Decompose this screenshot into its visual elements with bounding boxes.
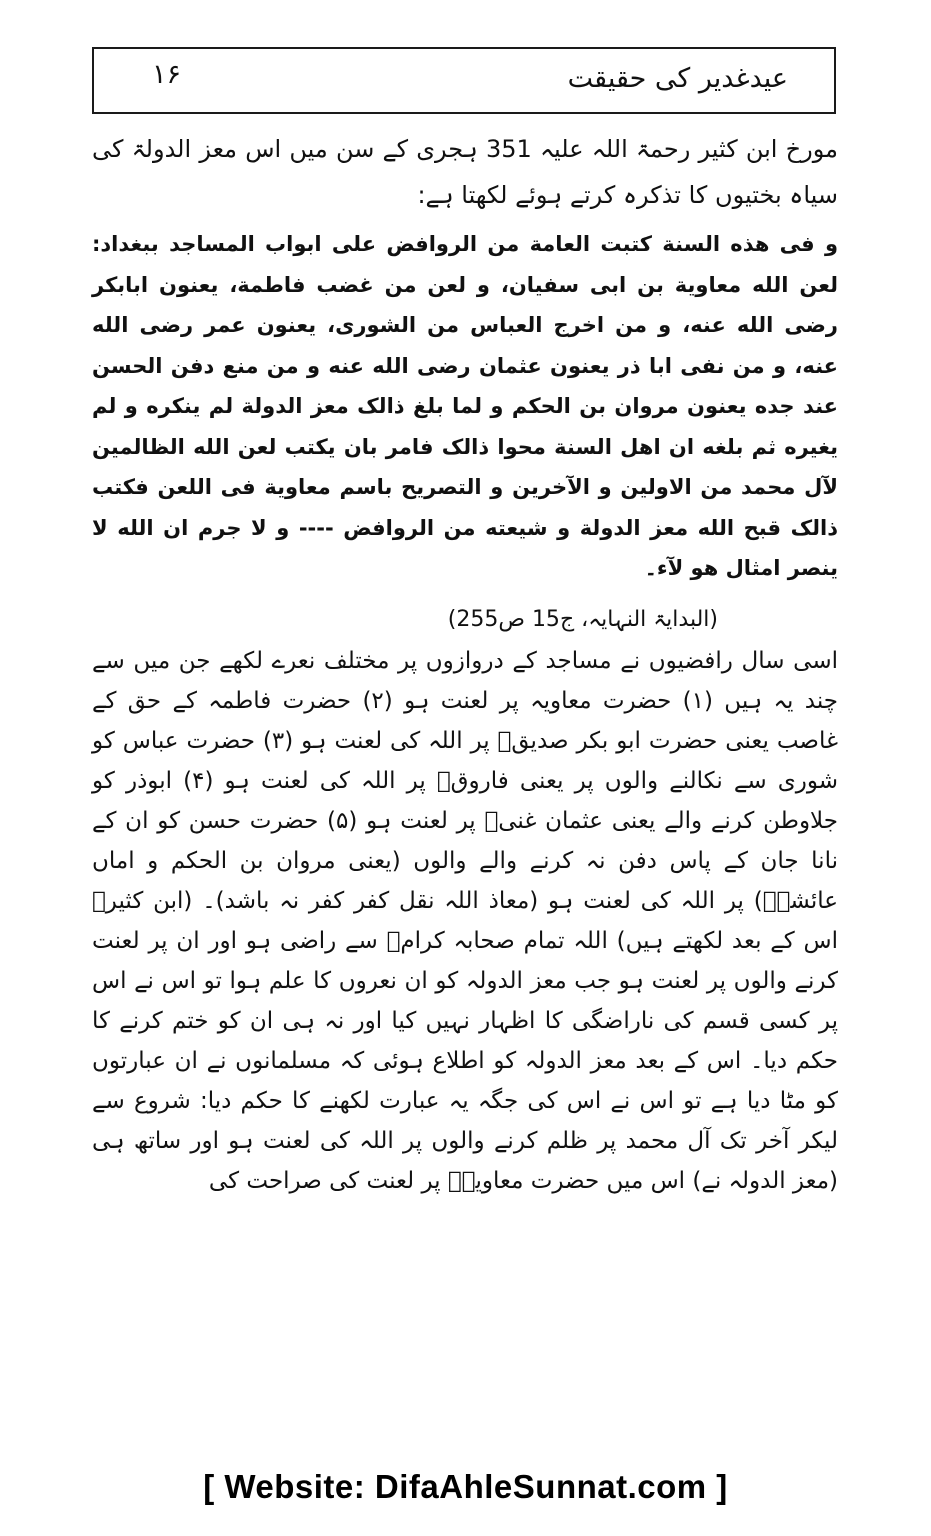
arabic-quote: و فی هذه السنة کتبت العامة من الروافض علی ابواب المساجد ببغداد: لعن الله معاویة بن ابی سفیان، و لعن من غضب فاطمة، یعنون ابابکر رضی الله عنه، و من اخرج العباس من الشوری، یعنون عمر رضی الله عنه، و من نفی ابا ذر یعنون عثمان رضی الله عنه و من منع دفن الحسن عند جده یعنون مروان بن الحکم و لما بلغ ذالک معز الدولة لم ینکره و لم یغیره ثم بلغه ان اهل السنة محوا ذالک فامر بان یکتب لعن الله الظالمین لآل محمد من الاولین و الآخرین و التصریح باسم معاویة فی اللعن فکتب ذالک قبح الله معز الدولة و شیعته من الروافض ---- و لا جرم ان الله لا ینصر امثال هو لآء۔ [92,232,838,580]
page-header [92,47,836,114]
book-title: عیدغدیر کی حقیقت [567,63,788,94]
page-body [92,126,838,1201]
page-number: ۱۶ [152,59,182,90]
source-reference: (البدایۃ النہایہ، ج15 ص255) [447,606,718,632]
intro-paragraph: مورخ ابن کثیر رحمۃ اللہ علیہ 351 ہجری کے سن میں اس معز الدولۃ کی سیاہ بختیوں کا تذکرہ کرتے ہوئے لکھتا ہے: [92,135,838,209]
website-footer: [ Website: DifaAhleSunnat.com ] [203,1468,728,1505]
urdu-translation: اسی سال رافضیوں نے مساجد کے دروازوں پر مختلف نعرے لکھے جن میں سے چند یہ ہیں (۱) حضرت معاویہ پر لعنت ہو (۲) حضرت فاطمہ کے حق کے غاصب یعنی حضرت ابو بکر صدیقؓ پر اللہ کی لعنت ہو (۳) حضرت عباس کو شوری سے نکالنے والوں پر یعنی فاروقؓ پر اللہ کی لعنت ہو (۴) ابوذر کو جلاوطن کرنے والے یعنی عثمان غنیؓ پر لعنت ہو (۵) حضرت حسن کو ان کے نانا جان کے پاس دفن نہ کرنے والے والوں (یعنی مروان بن الحکم و اماں عائشہؓ) پر اللہ کی لعنت ہو (معاذ اللہ نقل کفر کفر نہ باشد)۔ (ابن کثیرؒ اس کے بعد لکھتے ہیں) اللہ تمام صحابہ کرامؓ سے راضی ہو اور ان پر لعنت کرنے والوں پر لعنت ہو جب معز الدولہ کو ان نعروں کا علم ہوا تو اس نے اس پر کسی قسم کی ناراضگی کا اظہار نہیں کیا اور نہ ہی ان کو ختم کرنے کا حکم دیا۔ اس کے بعد معز الدولہ کو اطلاع ہوئی کہ مسلمانوں نے ان عبارتوں کو مٹا دیا ہے تو اس نے اس کی جگہ یہ عبارت لکھنے کا حکم دیا: شروع سے لیکر آخر تک آل محمد پر ظلم کرنے والوں پر اللہ کی لعنت ہو اور ساتھ ہی (معز الدولہ نے) اس میں حضرت معاویہؓ پر لعنت کی صراحت کی [92,647,839,1194]
